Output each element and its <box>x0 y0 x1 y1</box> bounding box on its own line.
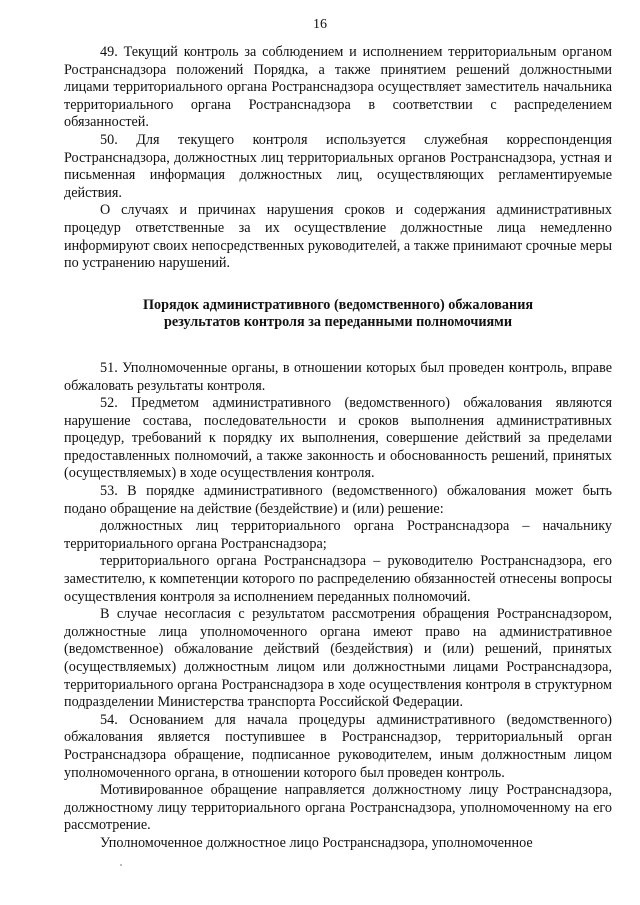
paragraph-53-item-1: должностных лиц территориального органа Ространснадзора – начальнику территориального органа Ространснадзора; <box>64 518 612 552</box>
paragraph-50-continued: О случаях и причинах нарушения сроков и содержания административных процедур ответственные за их осуществление должностные лица немедленно информируют своих непосредственных руководителей, а также принимают срочные меры по устранению нарушений. <box>64 202 612 272</box>
section-heading-line-2: результатов контроля за переданными полномочиями <box>163 314 513 331</box>
document-body <box>64 44 612 853</box>
paragraph-53-item-2: территориального органа Ространснадзора – руководителю Ространснадзора, его заместителю, к компетенции которого по распределению обязанностей отнесены вопросы осуществления контроля за исполнением переданных полномочий. <box>64 553 612 605</box>
paragraph-54-continued: Уполномоченное должностное лицо Ространснадзора, уполномоченное <box>100 834 533 851</box>
paragraph-53: 53. В порядке административного (ведомственного) обжалования может быть подано обращение на действие (бездействие) и (или) решение: <box>64 483 612 517</box>
paragraph-53-disagreement: В случае несогласия с результатом рассмотрения обращения Ространснадзором, должностные лица уполномоченного органа имеют право на административное (ведомственное) обжалование действий (бездействия) и (или) решений, принятых (осуществляемых) должностным лицом или должностными лицами Ространснадзора, территориального органа Ространснадзора в ходе осуществления контроля в структурном подразделении Министерства транспорта Российской Федерации. <box>64 606 612 711</box>
paragraph-49: 49. Текущий контроль за соблюдением и исполнением территориальным органом Ространснадзора положений Порядка, а также принятием решений должностными лицами территориального органа Ространснадзора осуществляет заместитель начальника территориального органа Ространснадзора в соответствии с распределением обязанностей. <box>64 44 612 131</box>
page-number: 16 <box>313 17 327 32</box>
scan-speck <box>120 864 122 866</box>
paragraph-54-referral: Мотивированное обращение направляется должностному лицу Ространснадзора, должностному лицу территориального органа Ространснадзора, уполномоченному на его рассмотрение. <box>64 782 612 834</box>
paragraph-51: 51. Уполномоченные органы, в отношении которых был проведен контроль, вправе обжаловать результаты контроля. <box>64 359 612 394</box>
paragraph-52: 52. Предметом административного (ведомственного) обжалования являются нарушение состава, последовательности и сроков выполнения административных процедур, требований к порядку их выполнения, совершение действий за пределами предоставленных полномочий, а также законность и обоснованность решений, принятых (осуществляемых) в ходе осуществления контроля. <box>64 395 612 482</box>
section-heading <box>64 297 612 332</box>
section-heading-line-1: Порядок административного (ведомственного) обжалования <box>142 296 534 313</box>
paragraph-54: 54. Основанием для начала процедуры административного (ведомственного) обжалования является поступившее в Ространснадзор, территориальный орган Ространснадзора обращение, подписанное руководителем, иным должностным лицом уполномоченного органа, в отношении которого был проведен контроль. <box>64 711 612 781</box>
paragraph-50: 50. Для текущего контроля используется служебная корреспонденция Ространснадзора, должностных лиц территориальных органов Ространснадзора, устная и письменная информация должностных лиц, осуществляющих регламентируемые действия. <box>64 131 612 201</box>
